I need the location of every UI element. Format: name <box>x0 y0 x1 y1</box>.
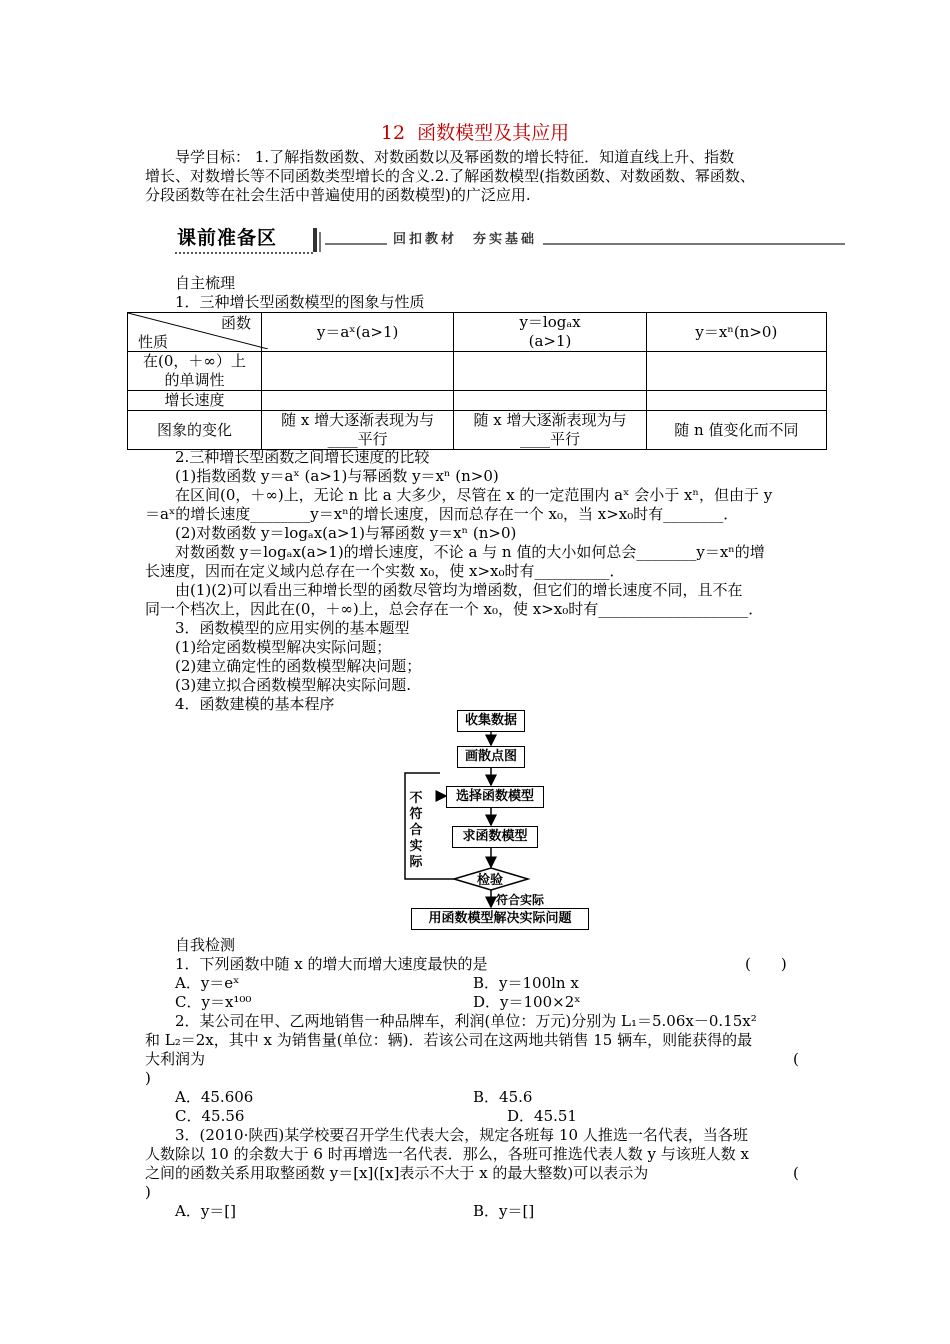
q2-option-c: C．45.56 <box>175 1107 245 1125</box>
q2-line1: 2．某公司在甲、乙两地销售一种品牌车，利润(单位：万元)分别为 L₁＝5.06x－0.15x² <box>175 1012 757 1030</box>
q2-paren-open: ( <box>793 1050 799 1068</box>
banner-title: 课前准备区 <box>177 227 278 249</box>
step-apply-model: 用函数模型解决实际问题 <box>411 908 589 930</box>
table-cell <box>646 391 826 411</box>
item2-p2b: 长速度，因而在定义域内总存在一个实数 x₀，使 x>x₀时有__________． <box>145 562 625 580</box>
q3-paren-open: ( <box>793 1164 799 1182</box>
col-header-logarithmic <box>454 313 646 352</box>
col-header-power: y＝xⁿ(n>0) <box>646 313 826 352</box>
q1-stem: 1．下列函数中随 x 的增大而增大速度最快的是 <box>175 955 488 973</box>
q2-option-b: B．45.6 <box>473 1088 533 1106</box>
item2-heading: 2.三种增长型函数之间增长速度的比较 <box>175 448 430 466</box>
item3-heading: 3．函数模型的应用实例的基本题型 <box>175 619 410 637</box>
table-cell <box>454 391 646 411</box>
label-not-fit: 不 符 合 实 际 <box>409 791 423 870</box>
intro-line-1: 导学目标： 1.了解指数函数、对数函数以及幂函数的增长特征．知道直线上升、指数 <box>175 148 735 166</box>
q2-option-a: A．45.606 <box>175 1088 254 1106</box>
row-header-monotonicity <box>128 352 262 391</box>
item4-heading: 4．函数建模的基本程序 <box>175 695 335 713</box>
q1-option-d: D．y＝100×2ˣ <box>473 993 581 1011</box>
row-header-graph: 图象的变化 <box>128 411 262 450</box>
corner-top-label: 函数 <box>220 314 251 332</box>
item3-line2: (2)建立确定性的函数模型解决问题； <box>175 657 422 675</box>
intro-line-3: 分段函数等在社会生活中普遍使用的函数模型)的广泛应用. <box>145 186 531 204</box>
item2-p1b: ＝aˣ的增长速度________y＝xⁿ的增长速度，因而总存在一个 x₀，当 x>x₀时有________． <box>145 505 739 523</box>
row1-line1: 在(0，＋∞）上 <box>143 352 246 370</box>
q3-option-a: A．y＝[] <box>175 1202 237 1220</box>
q1-option-a: A．y＝eˣ <box>175 974 240 992</box>
table-cell: 随 n 值变化而不同 <box>646 411 826 450</box>
self-test-heading: 自我检测 <box>175 936 236 954</box>
section-banner <box>175 228 845 252</box>
growth-models-table <box>127 312 827 450</box>
table-cell <box>261 411 453 450</box>
col2-line1: y＝logₐx <box>519 313 581 331</box>
q2-line2: 和 L₂＝2x，其中 x 为销售量(单位：辆)．若该公司在这两地共销售 15 辆车，则能获得的最 <box>145 1031 753 1049</box>
modeling-flowchart <box>400 705 600 935</box>
item2-p1a: 在区间(0，＋∞)上，无论 n 比 a 大多少，尽管在 x 的一定范围内 aˣ 会小于 xⁿ，但由于 y <box>175 486 773 504</box>
row3-c2-line1: 随 x 增大逐渐表现为与 <box>473 411 627 429</box>
row1-line2: 的单调性 <box>164 371 225 389</box>
q1-option-c: C．y＝x¹⁰⁰ <box>175 993 252 1011</box>
title-text: 函数模型及其应用 <box>417 122 570 144</box>
table-cell <box>261 352 453 391</box>
self-study-heading: 自主梳理 <box>175 274 236 292</box>
step-verify: 检验 <box>477 873 504 888</box>
row3-c2-line2: ____平行 <box>520 430 581 448</box>
q2-option-d: D．45.51 <box>507 1107 577 1125</box>
table-cell <box>454 352 646 391</box>
q3-line2: 人数除以 10 的余数大于 6 时再增选一名代表．那么，各班可推选代表人数 y 与该班人数 x <box>145 1145 749 1163</box>
q3-line3: 之间的函数关系用取整函数 y＝[x]([x]表示不大于 x 的最大整数)可以表示为 <box>145 1164 649 1182</box>
q2-line3: 大利润为 <box>145 1050 206 1068</box>
table-cell <box>646 352 826 391</box>
q1-option-b: B．y＝100ln x <box>473 974 579 992</box>
step-solve-model: 求函数模型 <box>452 826 538 848</box>
step-collect-data: 收集数据 <box>457 710 525 732</box>
title-number: 12 <box>380 122 406 144</box>
table-corner-cell <box>128 313 262 352</box>
item3-line1: (1)给定函数模型解决实际问题； <box>175 638 392 656</box>
row3-c1-line2: ____平行 <box>327 430 388 448</box>
intro-line-2: 增长、对数增长等不同函数类型增长的含义.2.了解函数模型(指数函数、对数函数、幂函数、 <box>145 167 755 185</box>
col2-line2: (a>1) <box>528 332 572 350</box>
q3-line1: 3．(2010·陕西)某学校要召开学生代表大会，规定各班每 10 人推选一名代表，当各班 <box>175 1126 748 1144</box>
label-fit: 符合实际 <box>496 893 545 907</box>
q1-answer-paren: ( ) <box>745 955 787 973</box>
col-header-exponential: y＝aˣ(a>1) <box>261 313 453 352</box>
step-scatter-plot: 画散点图 <box>457 746 525 768</box>
row3-c1-line1: 随 x 增大逐渐表现为与 <box>281 411 435 429</box>
item2-p2a: 对数函数 y＝logₐx(a>1)的增长速度，不论 a 与 n 值的大小如何总会________y＝xⁿ的增 <box>175 543 765 561</box>
row-header-speed: 增长速度 <box>128 391 262 411</box>
item2-p3a: 由(1)(2)可以看出三种增长型的函数尽管均为增函数，但它们的增长速度不同，且不在 <box>175 581 743 599</box>
step-choose-model: 选择函数模型 <box>446 786 544 808</box>
item2-sub1: (1)指数函数 y＝aˣ (a>1)与幂函数 y＝xⁿ (n>0) <box>175 467 499 485</box>
item2-p3b: 同一个档次上，因此在(0，＋∞)上，总会存在一个 x₀，使 x>x₀时有____________________． <box>145 600 764 618</box>
table-cell <box>261 391 453 411</box>
q2-paren-close: ) <box>145 1069 151 1087</box>
banner-subtitle: 回扣教材 夯实基础 <box>387 230 543 249</box>
item2-sub2: (2)对数函数 y＝logₐx(a>1)与幂函数 y＝xⁿ (n>0) <box>175 524 517 542</box>
corner-bottom-label: 性质 <box>138 333 169 351</box>
item1-heading: 1．三种增长型函数模型的图象与性质 <box>175 293 425 311</box>
table-cell <box>454 411 646 450</box>
item3-line3: (3)建立拟合函数模型解决实际问题. <box>175 676 412 694</box>
q3-paren-close: ) <box>145 1183 151 1201</box>
page-title <box>0 124 950 143</box>
q3-option-b: B．y＝[] <box>473 1202 535 1220</box>
